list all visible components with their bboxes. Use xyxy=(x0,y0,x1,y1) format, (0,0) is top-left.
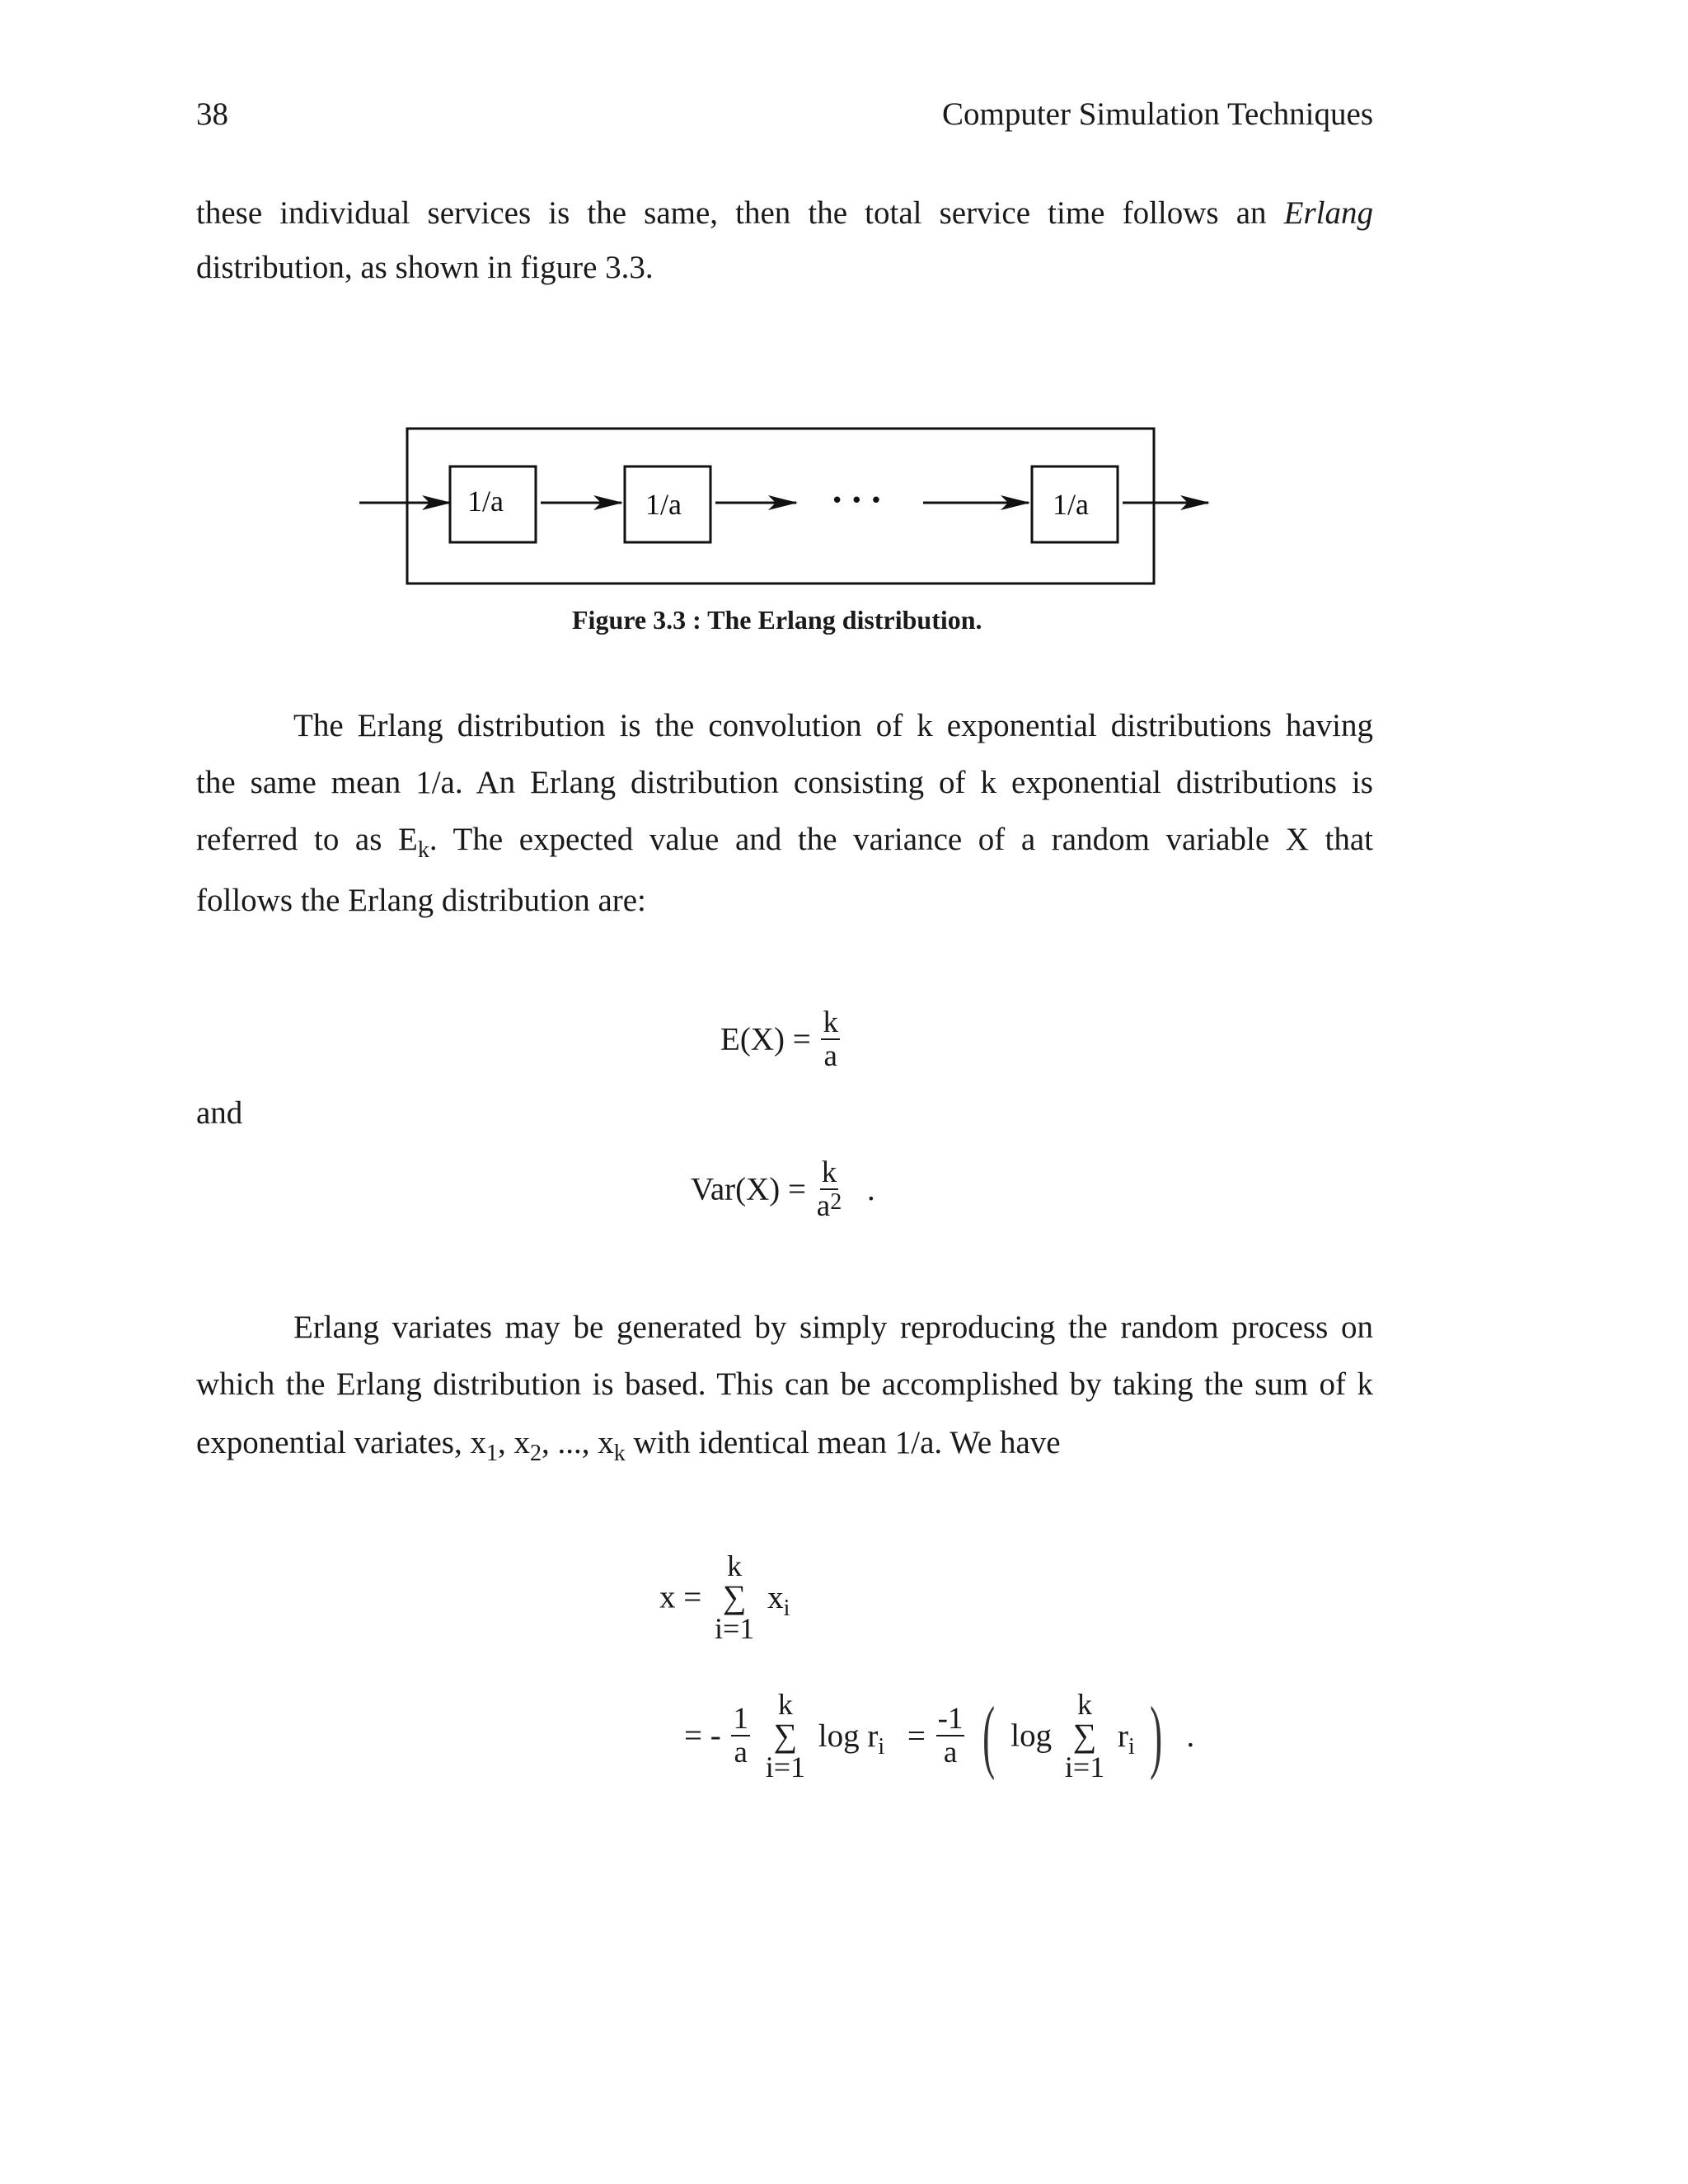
den-base: a xyxy=(816,1189,831,1223)
outer-frame xyxy=(407,429,1154,583)
para1-line-2: the same mean 1/a. An Erlang distribution consisting of k exponential distributions is xyxy=(196,765,1373,800)
log-sigma-2 xyxy=(1065,1690,1104,1782)
sigma2-lower: i=1 xyxy=(1064,1750,1105,1783)
variance-fraction xyxy=(817,1157,842,1221)
frac1-denominator: a xyxy=(734,1736,748,1769)
para2-line-3 xyxy=(196,1414,1061,1474)
ellipsis: • • • xyxy=(831,489,883,513)
sigma1-lower: i=1 xyxy=(765,1750,806,1783)
x-term-sub: i xyxy=(783,1595,790,1621)
sum-term xyxy=(767,1579,790,1621)
variance-equation xyxy=(691,1157,875,1221)
log-frac-2 xyxy=(936,1704,965,1768)
sigma-icon: ∑ xyxy=(773,1717,798,1754)
den-exponent: 2 xyxy=(830,1189,842,1215)
log-equation xyxy=(684,1690,1194,1782)
sigma2-upper: k xyxy=(1077,1688,1093,1721)
right-paren: ) xyxy=(1150,1690,1163,1781)
p2l3-b: , x xyxy=(497,1425,530,1460)
erlang-figure xyxy=(354,420,1228,602)
sum-lhs: x = xyxy=(659,1579,702,1615)
p2l3-a: exponential variates, x xyxy=(196,1425,486,1460)
variance-period: . xyxy=(866,1171,875,1207)
para2-line-1: Erlang variates may be generated by simply reproducing the random process on xyxy=(293,1310,1373,1345)
log2-text: log xyxy=(1010,1718,1053,1754)
log-sigma-1 xyxy=(766,1690,805,1782)
and-word: and xyxy=(196,1095,243,1131)
figure-caption: Figure 3.3 : The Erlang distribution. xyxy=(572,605,982,635)
stage-label-3: 1/a xyxy=(1053,488,1089,521)
intro-line-2: distribution, as shown in figure 3.3. xyxy=(196,250,654,285)
sigma-icon: ∑ xyxy=(1072,1717,1097,1754)
erlang-italic: Erlang xyxy=(1283,195,1373,231)
frac1-numerator: 1 xyxy=(733,1702,748,1736)
sum-equation xyxy=(659,1551,790,1643)
r-text: r xyxy=(1117,1718,1128,1754)
running-title: Computer Simulation Techniques xyxy=(942,96,1373,132)
mean-lhs: E(X) = xyxy=(720,1021,811,1057)
ek-subscript: k xyxy=(417,837,429,863)
para1-line-1: The Erlang distribution is the convolution of k exponential distributions having xyxy=(293,708,1373,743)
intro-line-1 xyxy=(196,194,1373,232)
log-frac-1 xyxy=(731,1704,750,1768)
mean-numerator: k xyxy=(823,1005,838,1039)
x1-sub: 1 xyxy=(485,1441,498,1466)
frac2-numerator: -1 xyxy=(937,1702,964,1736)
page-number: 38 xyxy=(196,96,228,132)
r-term xyxy=(1117,1718,1135,1760)
stage-label-1: 1/a xyxy=(467,485,504,518)
p2l3-d: with identical mean 1/a. We have xyxy=(625,1425,1061,1460)
x-term: x xyxy=(767,1579,784,1615)
log-period: . xyxy=(1186,1718,1195,1754)
variance-numerator: k xyxy=(821,1155,837,1189)
log-r-text: log r xyxy=(818,1718,879,1754)
para1-line-4: follows the Erlang distribution are: xyxy=(196,883,646,918)
log-eq-minus: = - xyxy=(684,1718,721,1754)
mean-fraction xyxy=(821,1007,840,1071)
mean-equation xyxy=(720,1007,842,1071)
sum-upper: k xyxy=(727,1549,743,1582)
p2l3-c: , ..., x xyxy=(541,1425,614,1460)
xk-sub: k xyxy=(613,1441,626,1466)
sum-sigma xyxy=(715,1551,754,1643)
sigma-icon: ∑ xyxy=(722,1578,747,1615)
sum-lower: i=1 xyxy=(715,1612,755,1645)
log-eq2: = xyxy=(907,1718,926,1754)
mean-denominator: a xyxy=(823,1039,837,1073)
para2-line-2: which the Erlang distribution is based. This can be accomplished by taking the sum of k xyxy=(196,1366,1373,1402)
sigma1-upper: k xyxy=(777,1688,793,1721)
x2-sub: 2 xyxy=(529,1441,542,1466)
para1-l3-a: referred to as E xyxy=(196,822,418,857)
log-r-term xyxy=(818,1718,885,1760)
intro-text: these individual services is the same, then the total service time follows an xyxy=(196,195,1267,231)
para1-line-3 xyxy=(196,821,1373,863)
frac2-denominator: a xyxy=(943,1736,958,1769)
para1-l3-b: . The expected value and the variance of a random variable X that xyxy=(429,822,1373,857)
log-r-sub: i xyxy=(878,1733,885,1760)
left-paren: ( xyxy=(982,1690,996,1781)
r-sub: i xyxy=(1128,1733,1135,1760)
variance-lhs: Var(X) = xyxy=(691,1171,807,1207)
variance-denominator xyxy=(817,1190,842,1221)
stage-label-2: 1/a xyxy=(645,488,682,521)
